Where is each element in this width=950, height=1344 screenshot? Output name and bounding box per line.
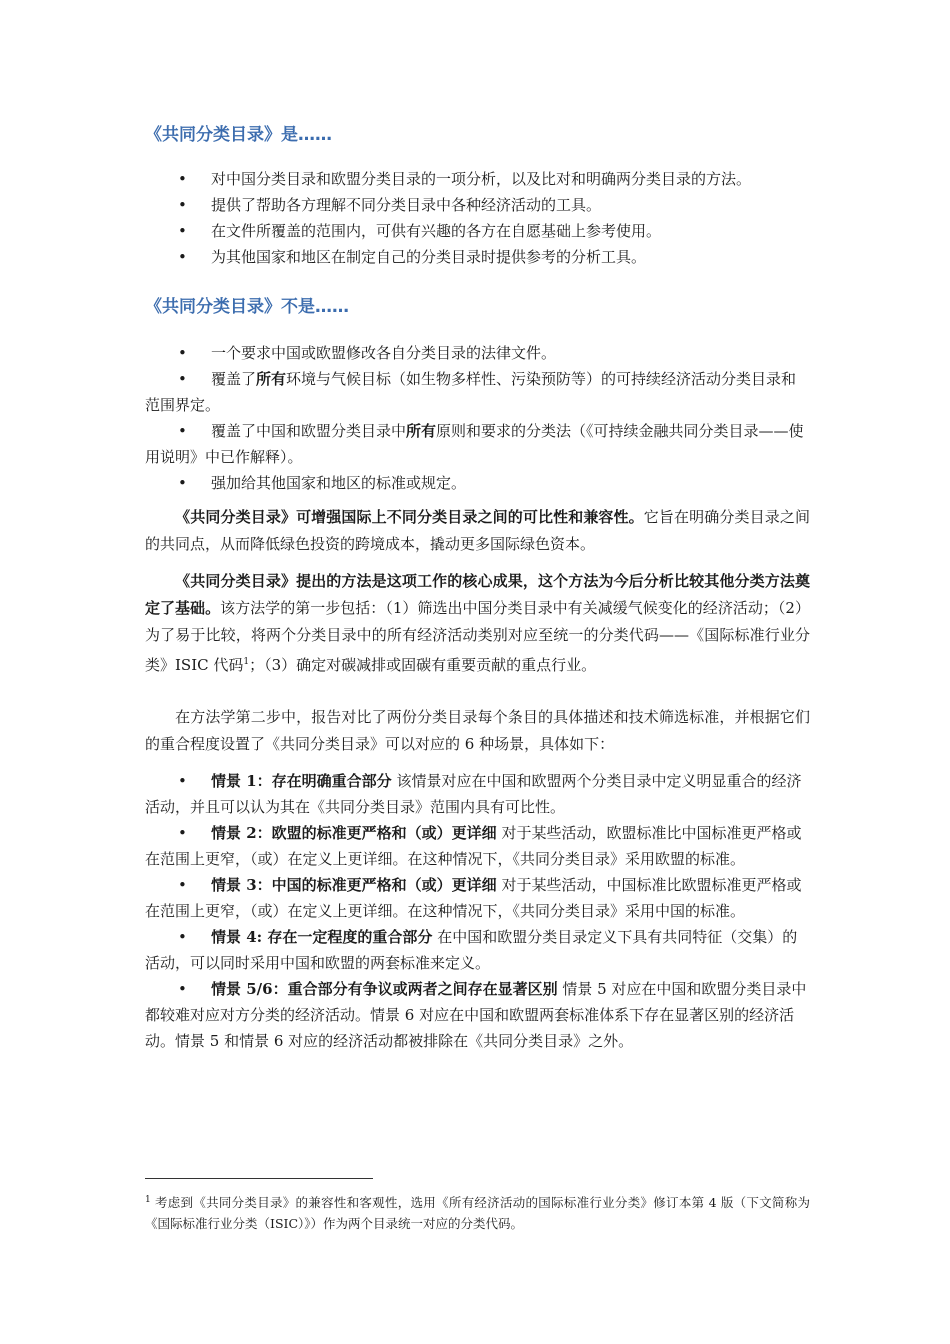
is-list bbox=[145, 166, 810, 270]
list-item: • 对中国分类目录和欧盟分类目录的一项分析，以及比对和明确两分类目录的方法。 bbox=[178, 170, 752, 188]
scenario-item: • 情景 1：存在明确重合部分 该情景对应在中国和欧盟两个分类目录中定义明显重合的经济活动，并且可以认为其在《共同分类目录》范围内具有可比性。 bbox=[145, 772, 802, 816]
list-item: • 强加给其他国家和地区的标准或规定。 bbox=[178, 474, 467, 492]
list-item: • 覆盖了所有环境与气候目标（如生物多样性、污染预防等）的可持续经济活动分类目录和范围界定。 bbox=[145, 370, 797, 414]
paragraph-methodology: 《共同分类目录》提出的方法是这项工作的核心成果，这个方法为今后分析比较其他分类方法奠定了基础。该方法学的第一步包括：（1）筛选出中国分类目录中有关减缓气候变化的经济活动；（2）为了易于比较，将两个分类目录中的所有经济活动类别对应至统一的分类代码——《国际标准行业分类》ISIC 代码$^1$；（3）确定对碳减排或固碳有重要贡献的重点行业。 bbox=[145, 572, 810, 674]
footnote-divider bbox=[145, 1178, 373, 1179]
scenario-list bbox=[145, 768, 810, 1054]
footnote-ref: 1 bbox=[243, 657, 250, 667]
list-item: • 一个要求中国或欧盟修改各自分类目录的法律文件。 bbox=[178, 344, 557, 362]
scenario-item: • 情景 2：欧盟的标准更严格和（或）更详细 对于某些活动，欧盟标准比中国标准更严格或在范围上更窄，（或）在定义上更详细。在这种情况下，《共同分类目录》采用欧盟的标准。 bbox=[145, 824, 802, 868]
scenario-item: • 情景 3：中国的标准更严格和（或）更详细 对于某些活动，中国标准比欧盟标准更严格或在范围上更窄，（或）在定义上更详细。在这种情况下，《共同分类目录》采用中国的标准。 bbox=[145, 876, 802, 920]
heading-not: 《共同分类目录》不是…… bbox=[145, 297, 349, 317]
heading-is: 《共同分类目录》是…… bbox=[145, 125, 332, 145]
scenario-item: • 情景 4: 存在一定程度的重合部分 在中国和欧盟分类目录定义下具有共同特征（交集）的活动，可以同时采用中国和欧盟的两套标准来定义。 bbox=[145, 928, 798, 972]
list-item: • 提供了帮助各方理解不同分类目录中各种经济活动的工具。 bbox=[178, 196, 602, 214]
paragraph-comparability: 《共同分类目录》可增强国际上不同分类目录之间的可比性和兼容性。它旨在明确分类目录之间的共同点，从而降低绿色投资的跨境成本，撬动更多国际绿色资本。 bbox=[145, 508, 810, 553]
not-list bbox=[145, 340, 810, 496]
paragraph-step-two: 在方法学第二步中，报告对比了两份分类目录每个条目的具体描述和技术筛选标准，并根据它们的重合程度设置了《共同分类目录》可以对应的 6 种场景，具体如下： bbox=[145, 708, 810, 753]
scenario-item: • 情景 5/6：重合部分有争议或两者之间存在显著区别 情景 5 对应在中国和欧盟分类目录中都较难对应对方分类的经济活动。情景 6 对应在中国和欧盟两套标准体系下存在显著区别的经济活动。情景 5 和情景 6 对应的经济活动都被排除在《共同分类目录》之外。 bbox=[145, 980, 807, 1050]
footnote: $^1$ 考虑到《共同分类目录》的兼容性和客观性，选用《所有经济活动的国际标准行业分类》修订本第 4 版（下文简称为《国际标准行业分类（ISIC）》）作为两个目录统一对应的分类代码。 bbox=[145, 1195, 810, 1232]
list-item: • 覆盖了中国和欧盟分类目录中所有原则和要求的分类法（《可持续金融共同分类目录——使用说明》中已作解释）。 bbox=[145, 422, 804, 466]
list-item: • 为其他国家和地区在制定自己的分类目录时提供参考的分析工具。 bbox=[178, 248, 647, 266]
list-item: • 在文件所覆盖的范围内，可供有兴趣的各方在自愿基础上参考使用。 bbox=[178, 222, 662, 240]
